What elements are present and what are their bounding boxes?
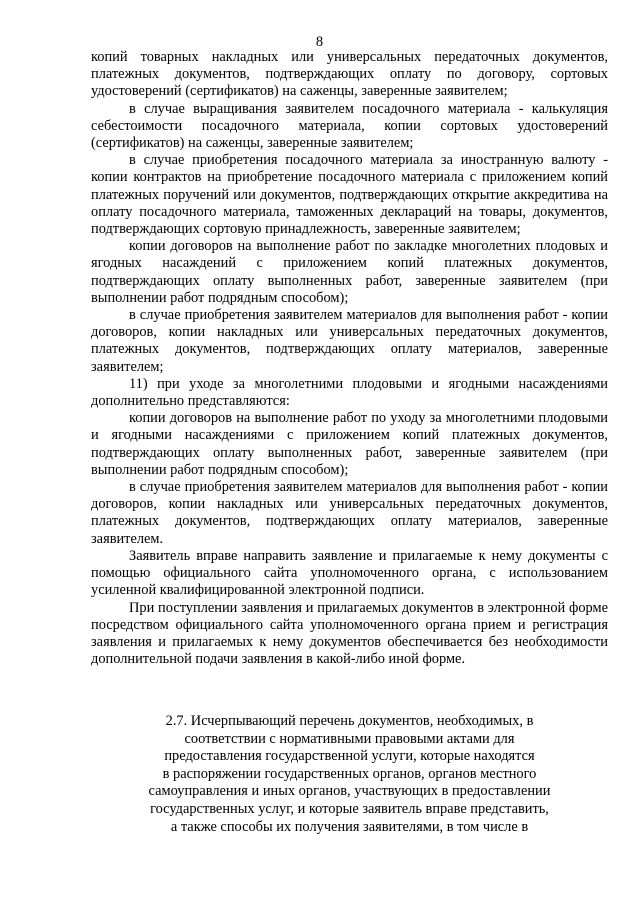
heading-line: самоуправления и иных органов, участвующих в предоставлении (148, 783, 551, 800)
paragraph-planting-materials: в случае приобретения заявителем материалов для выполнения работ - копии договоров, копии накладных или универсальных передаточных документов, платежных документов, подтверждающих оплату материалов, заверенные заявителем; (91, 307, 608, 375)
paragraph-electronic-submission: Заявитель вправе направить заявление и прилагаемые к нему документы с помощью официального сайта уполномоченного органа, с использованием усиленной квалифицированной электронной подписи. (91, 547, 608, 599)
heading-line: в распоряжении государственных органов, органов местного (162, 765, 537, 782)
paragraph-item-11: 11) при уходе за многолетними плодовыми и ягодными насаждениями дополнительно представляются: (91, 375, 608, 410)
heading-line: а также способы их получения заявителями, в том числе в (170, 818, 529, 835)
paragraph-planting-contracts: копии договоров на выполнение работ по закладке многолетних плодовых и ягодных насаждений с приложением копий платежных документов, подтверждающих оплату выполненных работ, заверенные заявителем (при выполнении работ подрядным способом); (91, 238, 608, 306)
paragraph-continuation: копий товарных накладных или универсальных передаточных документов, платежных документов, подтверждающих оплату по договору, сортовых удостоверений (сертификатов) на саженцы, заверенные заявителем; (91, 49, 608, 100)
heading-line: соответствии с нормативными правовыми актами для (184, 730, 515, 747)
paragraph-electronic-registration: При поступлении заявления и прилагаемых документов в электронной форме посредством официального сайта уполномоченного органа прием и регистрация заявления и прилагаемых к нему документов обеспечивается без необходимости дополнительной подачи заявления в какой-либо иной форме. (91, 599, 608, 668)
paragraph-own-cultivation: в случае выращивания заявителем посадочного материала - калькуляция себестоимости посадочного материала, копии сортовых удостоверений (сертификатов) на саженцы, заверенные заявителем; (91, 100, 608, 152)
paragraph-care-materials: в случае приобретения заявителем материалов для выполнения работ - копии договоров, копии накладных или универсальных передаточных документов, платежных документов, подтверждающих оплату материалов, заверенные заявителем. (91, 479, 608, 547)
paragraph-care-contracts: копии договоров на выполнение работ по уходу за многолетними плодовыми и ягодными насаждениями с приложением копий платежных документов, подтверждающих оплату выполненных работ, заверенные заявителем (при выполнении работ подрядным способом); (91, 410, 608, 478)
page-number: 8 (315, 34, 324, 50)
section-heading-2-7 (91, 713, 608, 836)
paragraph-foreign-currency: в случае приобретения посадочного материала за иностранную валюту - копии контрактов на приобретение посадочного материала с приложением копий платежных поручений или документов, подтверждающих открытие аккредитива на оплату посадочного материала, таможенных деклараций на товары, документов, подтверждающих сортовую принадлежность, заверенные заявителем; (91, 152, 608, 238)
heading-line: предоставления государственной услуги, которые находятся (164, 748, 535, 765)
heading-line: государственных услуг, и которые заявитель вправе представить, (150, 800, 549, 817)
document-body (91, 49, 608, 668)
heading-line: 2.7. Исчерпывающий перечень документов, необходимых, в (165, 713, 534, 729)
